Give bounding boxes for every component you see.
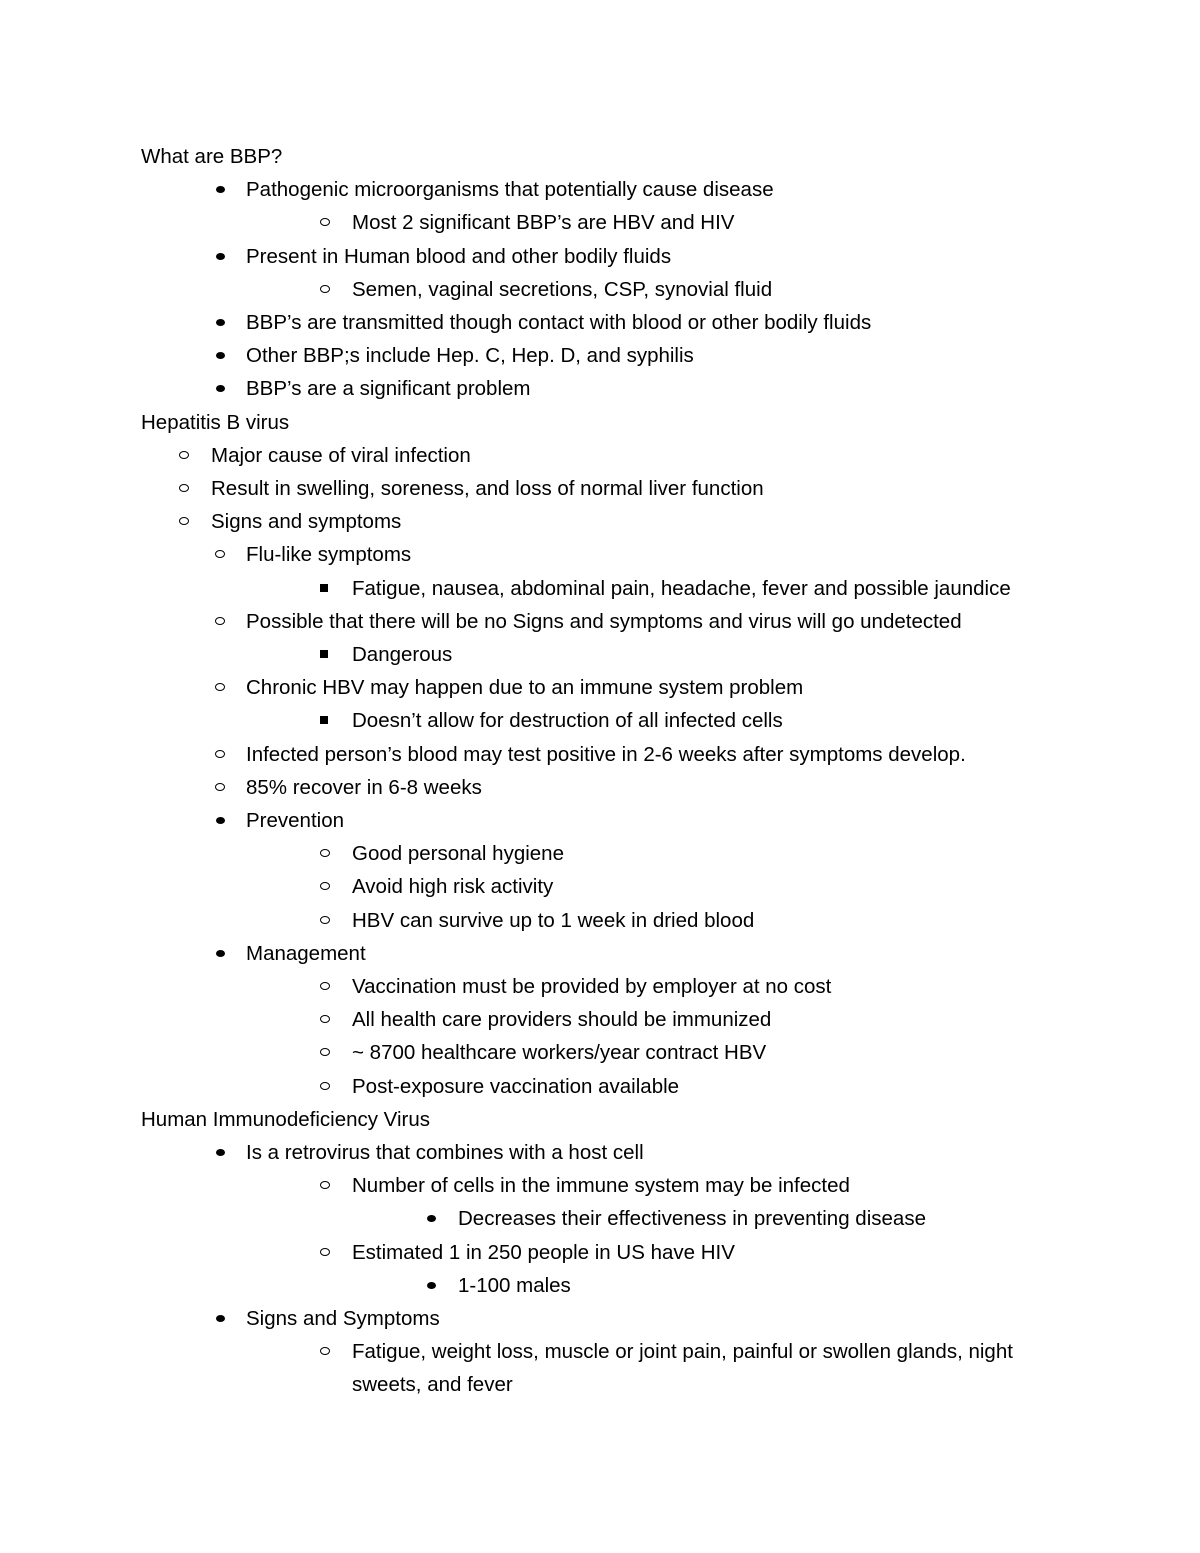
list-item [352, 1236, 735, 1269]
circle-bullet-icon [316, 1236, 336, 1269]
list-item [246, 372, 531, 405]
circle-bullet-icon [175, 439, 195, 472]
circle-bullet-icon [211, 605, 231, 638]
circle-bullet-icon [211, 771, 231, 804]
list-item [211, 505, 401, 538]
disc-bullet-icon [211, 372, 231, 405]
square-bullet-icon [316, 572, 336, 605]
square-bullet-icon [316, 638, 336, 671]
line-text: What are BBP? [141, 145, 283, 168]
list-item [352, 870, 553, 903]
line-text: Chronic HBV may happen due to an immune system problem [246, 676, 804, 700]
line-text: Fatigue, nausea, abdominal pain, headache, fever and possible jaundice [352, 576, 1011, 600]
list-item [352, 704, 783, 737]
line-text: Flu-like symptoms [246, 543, 412, 567]
list-item [246, 605, 962, 638]
circle-bullet-icon [211, 538, 231, 571]
list-item [352, 638, 452, 671]
line-text: BBP’s are a significant problem [246, 377, 531, 401]
line-text: Prevention [246, 809, 345, 832]
circle-bullet-icon [316, 1003, 336, 1036]
line-text: Other BBP;s include Hep. C, Hep. D, and syphilis [246, 344, 694, 368]
line-text: Good personal hygiene [352, 842, 564, 866]
list-item [246, 1302, 440, 1335]
list-item [246, 1136, 644, 1169]
line-text: Signs and Symptoms [246, 1307, 440, 1330]
line-text: Result in swelling, soreness, and loss of normal liver function [211, 477, 764, 500]
line-text: Human Immunodeficiency Virus [141, 1107, 431, 1131]
list-item [352, 1335, 1072, 1401]
line-text: Fatigue, weight loss, muscle or joint pain, painful or swollen glands, night sweets, and fever [352, 1340, 1013, 1397]
line-text: All health care providers should be immunized [352, 1008, 772, 1032]
list-item [352, 1036, 766, 1069]
list-item [352, 970, 831, 1003]
list-item [352, 572, 1011, 605]
disc-bullet-icon [422, 1202, 442, 1235]
line-text: Most 2 significant BBP’s are HBV and HIV [352, 211, 735, 235]
circle-bullet-icon [175, 472, 195, 505]
disc-bullet-icon [211, 1302, 231, 1335]
list-item [246, 738, 966, 771]
line-text: Signs and symptoms [211, 510, 402, 534]
disc-bullet-icon [211, 339, 231, 372]
list-item [352, 1070, 679, 1103]
line-text: Pathogenic microorganisms that potentially cause disease [246, 178, 774, 202]
circle-bullet-icon [316, 1335, 336, 1368]
line-text: 85% recover in 6-8 weeks [246, 775, 482, 799]
circle-bullet-icon [316, 904, 336, 937]
list-item [352, 206, 734, 239]
list-item [246, 671, 803, 704]
section-heading [141, 1103, 430, 1136]
list-item [246, 240, 671, 273]
circle-bullet-icon [316, 837, 336, 870]
line-text: Estimated 1 in 250 people in US have HIV [352, 1240, 735, 1264]
disc-bullet-icon [211, 240, 231, 273]
list-item [458, 1202, 926, 1235]
line-text: HBV can survive up to 1 week in dried blood [352, 908, 755, 932]
circle-bullet-icon [316, 206, 336, 239]
list-item [246, 339, 694, 372]
circle-bullet-icon [316, 1169, 336, 1202]
line-text: Semen, vaginal secretions, CSP, synovial fluid [352, 277, 773, 301]
circle-bullet-icon [316, 273, 336, 306]
section-heading [141, 140, 282, 173]
list-item [458, 1269, 571, 1302]
line-text: Possible that there will be no Signs and symptoms and virus will go undetected [246, 609, 962, 633]
list-item [246, 306, 871, 339]
list-item [246, 771, 482, 804]
line-text: Present in Human blood and other bodily fluids [246, 244, 672, 268]
line-text: Hepatitis B virus [141, 410, 290, 434]
list-item [211, 472, 764, 505]
section-heading [141, 406, 289, 439]
line-text: ~ 8700 healthcare workers/year contract HBV [352, 1041, 767, 1065]
list-item [246, 937, 366, 970]
list-item [246, 173, 774, 206]
line-text: Management [246, 941, 366, 965]
list-item [352, 837, 564, 870]
list-item [352, 1169, 850, 1202]
disc-bullet-icon [211, 306, 231, 339]
circle-bullet-icon [316, 870, 336, 903]
line-text: 1-100 males [458, 1273, 571, 1297]
list-item [352, 1003, 771, 1036]
disc-bullet-icon [211, 1136, 231, 1169]
list-item [246, 804, 344, 837]
list-item [211, 439, 471, 472]
line-text: Infected person’s blood may test positive in 2-6 weeks after symptoms develop. [246, 742, 966, 766]
square-bullet-icon [316, 704, 336, 737]
line-text: BBP’s are transmitted though contact with blood or other bodily fluids [246, 311, 872, 334]
line-text: Number of cells in the immune system may be infected [352, 1174, 850, 1198]
circle-bullet-icon [316, 1036, 336, 1069]
line-text: Dangerous [352, 643, 453, 666]
line-text: Avoid high risk activity [352, 875, 554, 899]
circle-bullet-icon [316, 970, 336, 1003]
list-item [246, 538, 411, 571]
circle-bullet-icon [316, 1070, 336, 1103]
circle-bullet-icon [211, 671, 231, 704]
line-text: Post-exposure vaccination available [352, 1074, 680, 1098]
disc-bullet-icon [422, 1269, 442, 1302]
list-item [352, 273, 772, 306]
line-text: Decreases their effectiveness in preventing disease [458, 1207, 926, 1231]
disc-bullet-icon [211, 173, 231, 206]
line-text: Is a retrovirus that combines with a host cell [246, 1141, 644, 1164]
line-text: Doesn’t allow for destruction of all infected cells [352, 709, 783, 733]
disc-bullet-icon [211, 937, 231, 970]
circle-bullet-icon [211, 738, 231, 771]
line-text: Vaccination must be provided by employer at no cost [352, 975, 832, 998]
line-text: Major cause of viral infection [211, 443, 471, 467]
disc-bullet-icon [211, 804, 231, 837]
circle-bullet-icon [175, 505, 195, 538]
list-item [352, 904, 754, 937]
